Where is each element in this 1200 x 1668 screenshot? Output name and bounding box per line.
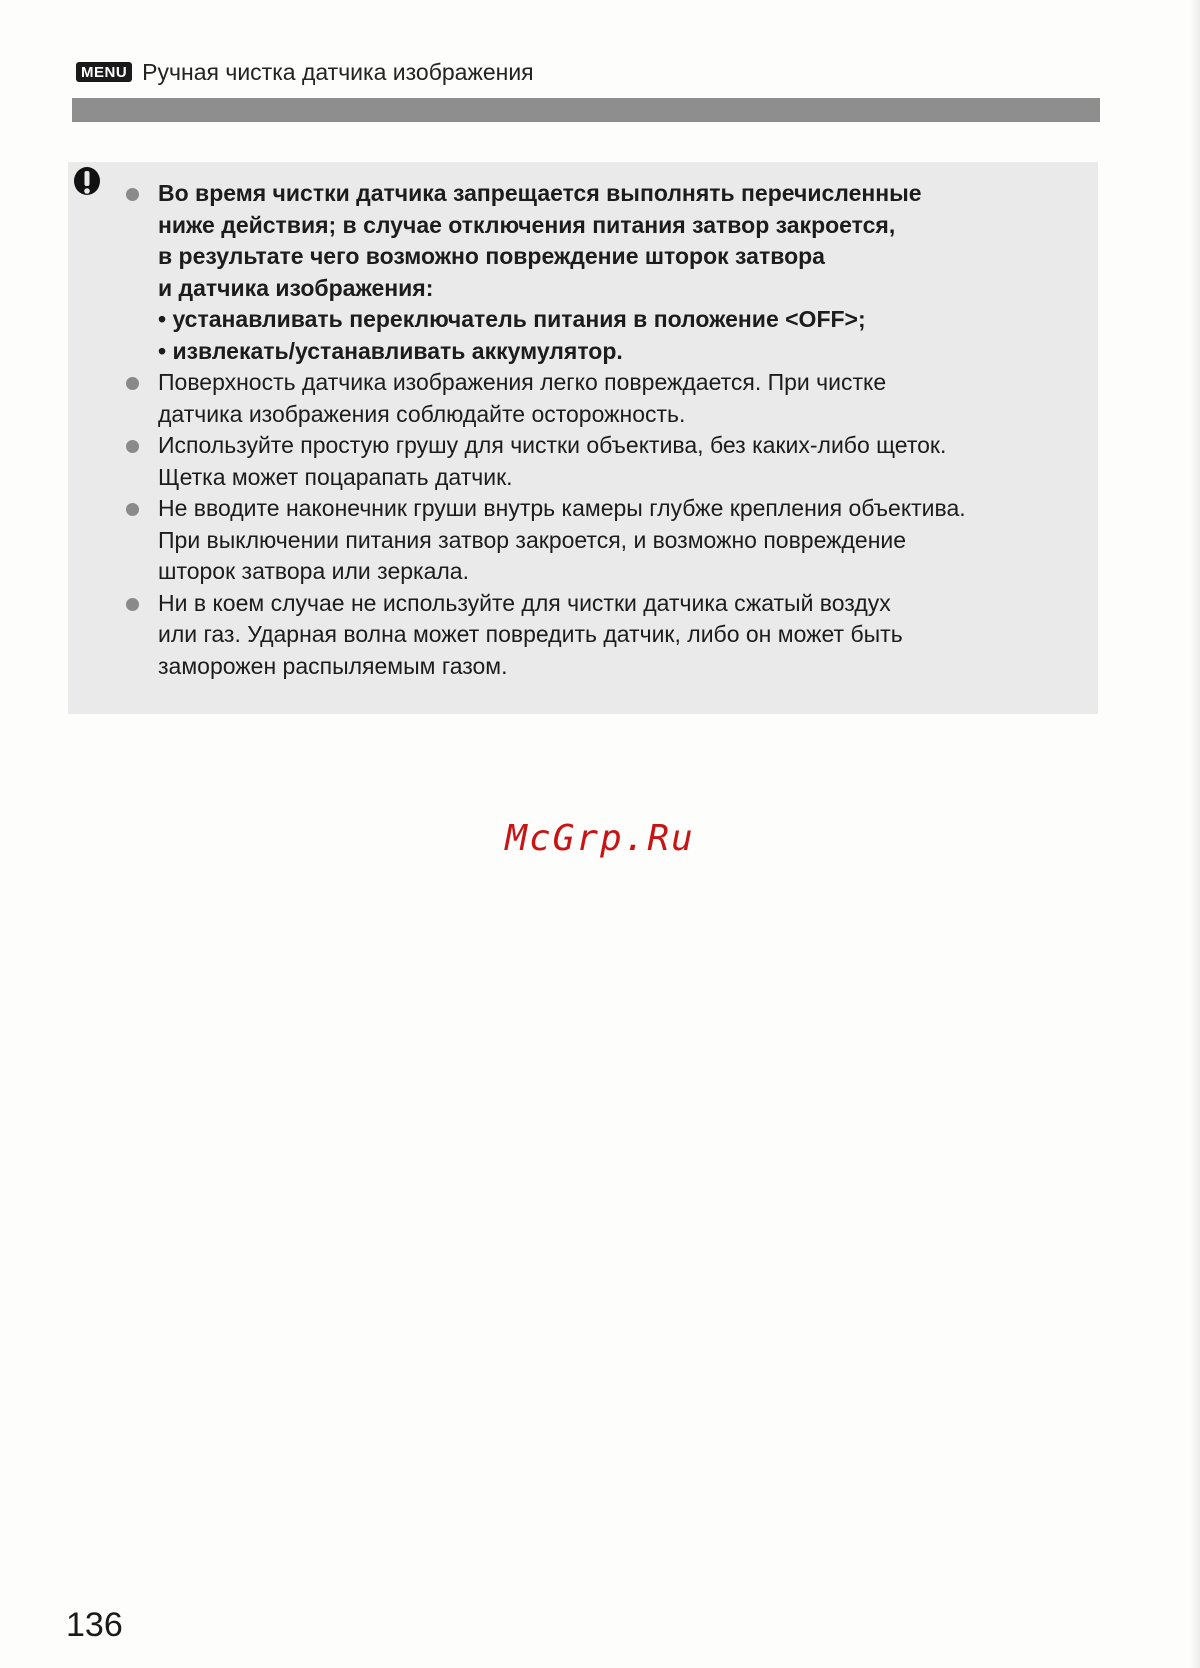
item-line: датчика изображения соблюдайте осторожность. (158, 400, 686, 427)
item-line: • извлекать/устанавливать аккумулятор. (158, 337, 623, 364)
item-line: и датчика изображения: (158, 274, 434, 301)
item-line: Во время чистки датчика запрещается выполнять перечисленные (158, 180, 922, 206)
page-edge (1190, 0, 1200, 1668)
item-line: шторок затвора или зеркала. (158, 558, 469, 584)
item-line: Не вводите наконечник груши внутрь камеры глубже крепления объектива. (158, 495, 966, 521)
bullet-icon (126, 503, 139, 516)
caution-icon (70, 166, 104, 200)
bullet-icon (126, 598, 139, 611)
caution-list (118, 178, 1078, 682)
item-line: ниже действия; в случае отключения питания затвор закроется, (158, 211, 896, 238)
menu-icon: MENU (76, 62, 132, 82)
list-item (118, 367, 1078, 430)
section-header (76, 56, 534, 88)
item-line: заморожен распыляемым газом. (158, 652, 508, 679)
list-item (118, 178, 1078, 367)
item-line: в результате чего возможно повреждение шторок затвора (158, 243, 825, 269)
item-line: Поверхность датчика изображения легко повреждается. При чистке (158, 369, 887, 395)
item-line: Ни в коем случае не используйте для чистки датчика сжатый воздух (158, 589, 891, 616)
bullet-icon (126, 440, 139, 453)
item-line: или газ. Ударная волна может повредить датчик, либо он может быть (158, 621, 903, 647)
bullet-icon (126, 188, 139, 201)
list-item (118, 493, 1078, 588)
bullet-icon (126, 377, 139, 390)
item-line: • устанавливать переключатель питания в положение <OFF>; (158, 306, 866, 332)
list-item (118, 430, 1078, 493)
header-divider-bar (72, 98, 1100, 122)
watermark: McGrp.Ru (505, 818, 695, 859)
page-title: Ручная чистка датчика изображения (142, 58, 534, 85)
item-line: При выключении питания затвор закроется, и возможно повреждение (158, 526, 907, 553)
item-line: Щетка может поцарапать датчик. (158, 463, 513, 490)
page-number: 136 (66, 1606, 123, 1644)
list-item (118, 588, 1078, 683)
item-line: Используйте простую грушу для чистки объектива, без каких-либо щеток. (158, 432, 947, 458)
